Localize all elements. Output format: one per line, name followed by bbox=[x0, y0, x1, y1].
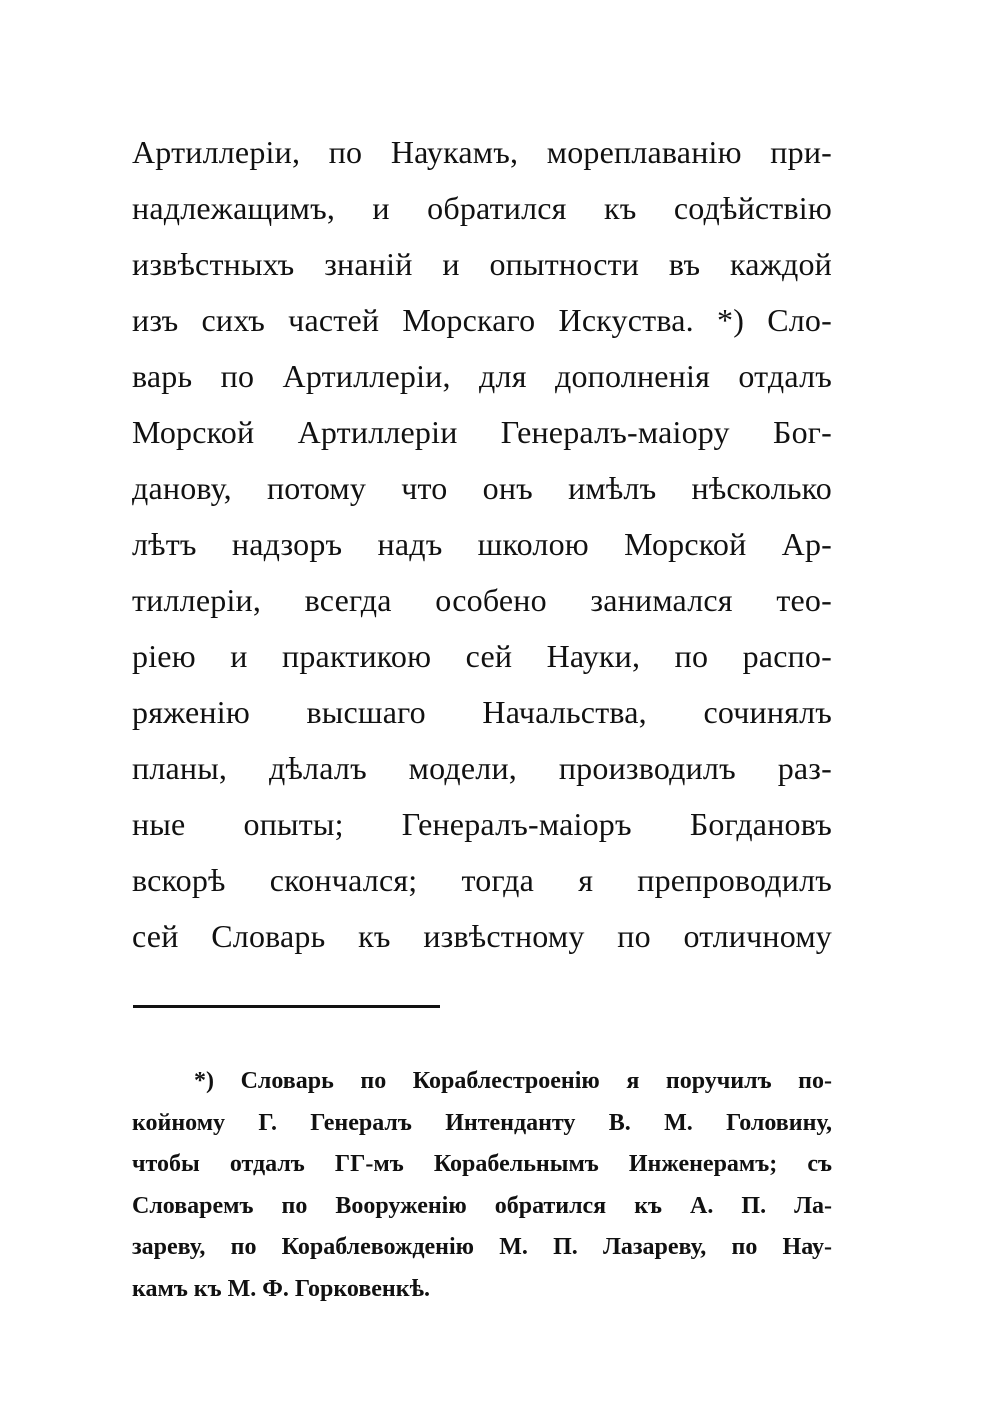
text-line: извѣстныхъ знаній и опытности въ каждой bbox=[132, 246, 832, 282]
footnote-line: *) Словарь по Кораблестроенію я поручилъ по- bbox=[194, 1068, 832, 1094]
text-line: ряженію высшаго Начальства, сочинялъ bbox=[132, 694, 832, 730]
text-line: Артиллеріи, по Наукамъ, мореплаванію при- bbox=[132, 134, 832, 170]
main-text-block bbox=[132, 124, 832, 964]
text-line: ные опыты; Генералъ-маіоръ Богдановъ bbox=[132, 806, 832, 842]
text-line: варь по Артиллеріи, для дополненія отдалъ bbox=[132, 358, 832, 394]
text-line: изъ сихъ частей Морскаго Искуства. *) Сло- bbox=[132, 302, 832, 338]
text-line: лѣтъ надзоръ надъ школою Морской Ар- bbox=[132, 526, 832, 562]
footnote-line: зареву, по Кораблевожденію М. П. Лазареву, по Нау- bbox=[132, 1234, 832, 1260]
text-line: тиллеріи, всегда особено занимался тео- bbox=[132, 582, 832, 618]
text-line: Морской Артиллеріи Генералъ-маіору Бог- bbox=[132, 414, 832, 450]
text-line: данову, потому что онъ имѣлъ нѣсколько bbox=[132, 470, 832, 506]
footnote-divider bbox=[133, 1005, 440, 1008]
footnote-block bbox=[132, 1061, 832, 1310]
text-line: надлежащимъ, и обратился къ содѣйствію bbox=[132, 190, 832, 226]
footnote-line: Словаремъ по Вооруженію обратился къ А. П. Ла- bbox=[132, 1192, 832, 1219]
footnote-line: койному Г. Генералъ Интенданту В. М. Головину, bbox=[132, 1109, 832, 1136]
footnote-line: камъ къ М. Ф. Горковенкѣ. bbox=[132, 1275, 430, 1302]
footnote-line: чтобы отдалъ ГГ-мъ Корабельнымъ Инженерамъ; съ bbox=[132, 1151, 832, 1177]
text-line: сей Словарь къ извѣстному по отличному bbox=[132, 918, 832, 954]
text-line: планы, дѣлалъ модели, производилъ раз- bbox=[132, 750, 832, 786]
text-line: вскорѣ скончался; тогда я препроводилъ bbox=[132, 862, 832, 898]
text-line: ріею и практикою сей Науки, по распо- bbox=[132, 638, 832, 674]
